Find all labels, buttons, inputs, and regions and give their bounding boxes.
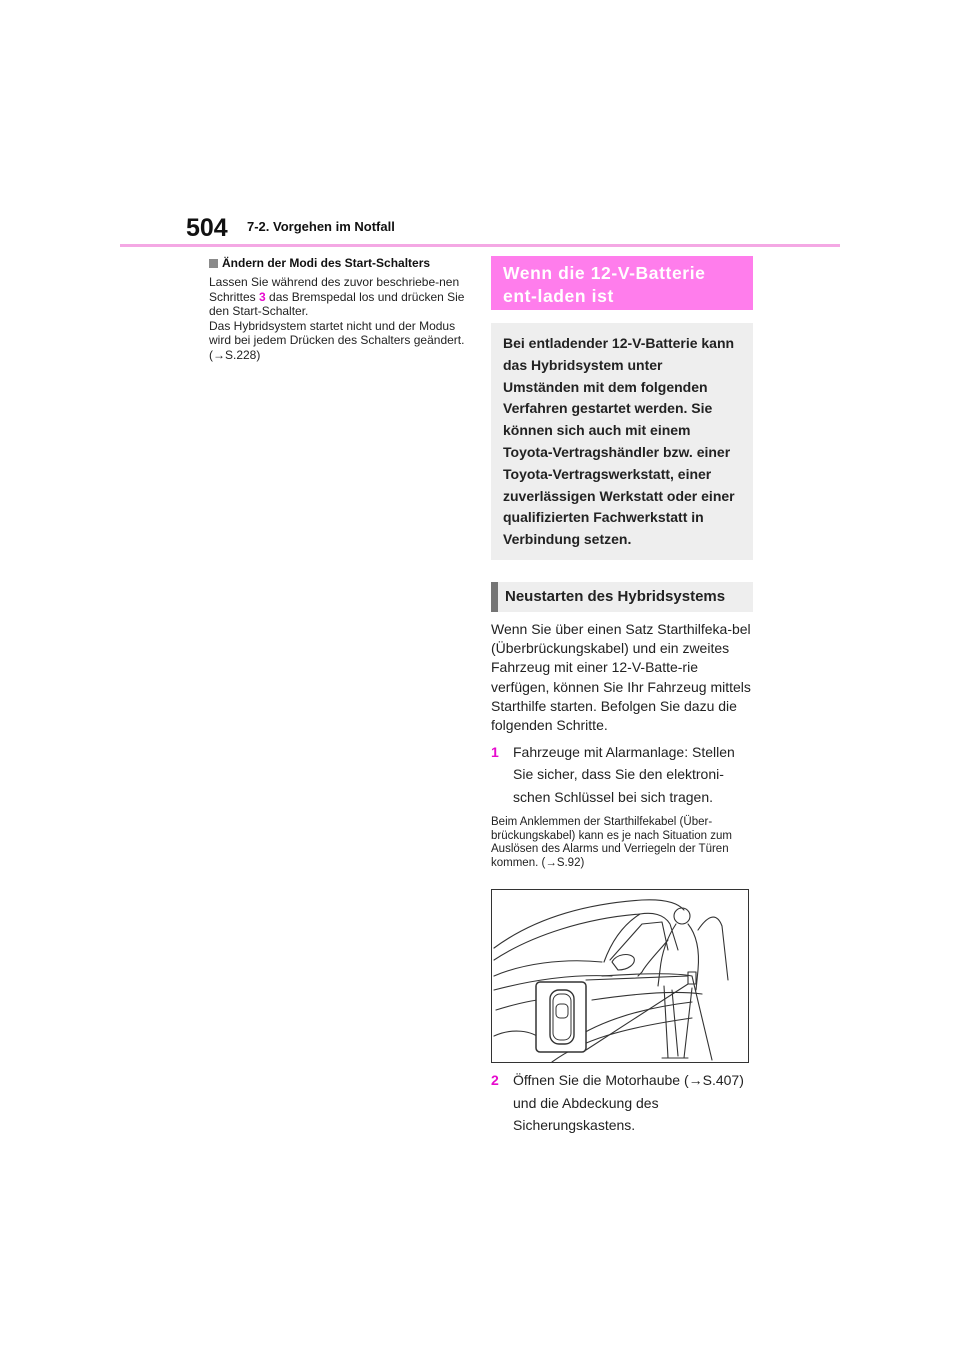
square-bullet-icon [209,259,218,268]
side-mirror [612,955,634,970]
step-text: Öffnen Sie die Motorhaube (→S.407) und die Abdeckung des Sicherungskastens. [513,1072,744,1134]
step-2 [491,1069,753,1136]
wheel-arch [494,1032,542,1041]
note-text-part2: das Bremspedal los und drücken Sie den Start-Schalter. [209,289,465,319]
person-arm [642,940,668,972]
person-leg-right [684,988,692,1058]
person-head [674,908,690,924]
right-column [491,256,753,1136]
car-person-drawing [492,890,748,1062]
windshield-edge [494,914,640,960]
step-text: Fahrzeuge mit Alarmanlage: Stellen Sie sicher, dass Sie den elektroni-schen Schlüssel bei sich tragen. [513,744,735,805]
car-key-illustration [491,889,749,1063]
body-crease [592,993,702,1001]
callout-line-top [586,976,688,980]
alarm-note: Beim Anklemmen der Starthilfekabel (Über-brückungskabel) kann es je nach Situation zum Auslösen des Alarms und Verriegeln der Türen kommen. (→S.92) [491,816,733,869]
rear-pillar [698,917,728,980]
note-heading [209,256,467,270]
step-number: 1 [491,744,499,761]
body-paragraph: Wenn Sie über einen Satz Starthilfeka-bel (Überbrückungskabel) und ein zweites Fahrzeug mit einer 12-V-Batte-rie verfügen, können Sie Ihr Fahrzeug mittels Starthilfe starten. Befolgen Sie dazu die folgenden Schritte. [491,620,751,733]
page-number: 504 [186,214,228,242]
left-column [209,256,467,363]
note-paragraph [209,275,467,319]
note-heading-text: Ändern der Modi des Start-Schalters [222,256,431,270]
header-rule [120,244,840,247]
person-leg-mid [672,990,678,1056]
key-inset [536,982,586,1052]
note-paragraph-2: Das Hybridsystem startet nicht und der Modus wird bei jedem Drücken des Schalters geändert. (→S.228) [209,318,465,362]
section-heading-box: Wenn die 12-V-Batterie ent-laden ist [491,256,753,310]
intro-box: Bei entladender 12-V-Batterie kann das Hybridsystem unter Umständen mit dem folgenden Verfahren gestartet werden. Sie können sich auch mit einem Toyota-Vertragshändler bzw. einer Toyota-Vertragswerkstatt, einer zuverlässigen Werkstatt oder einer qualifizierten Fachwerkstatt in Verbindung setzen. [491,323,753,560]
section-title: 7-2. Vorgehen im Notfall [247,219,395,234]
note-text-part1: Lassen Sie während des zuvor beschriebe-nen Schrittes [209,275,460,304]
roof-line [494,900,684,948]
hood-line [494,961,602,976]
subheading: Neustarten des Hybridsystems [491,582,753,612]
window-frame [640,914,678,951]
step-reference: 3 [259,289,266,304]
step-1 [491,741,753,808]
door-line [602,974,712,1060]
side-window [610,922,668,960]
step-number: 2 [491,1072,499,1089]
